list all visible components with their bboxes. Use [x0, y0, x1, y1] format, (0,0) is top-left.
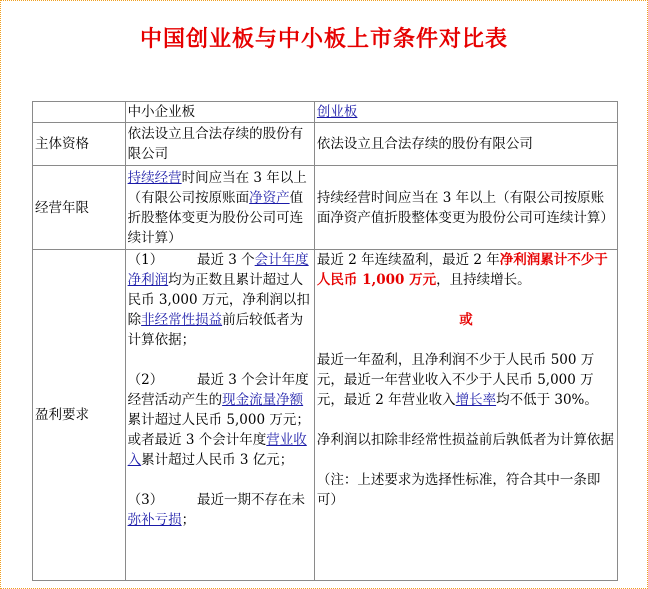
link-non-recurring-items[interactable]: 非经常性损益 — [141, 312, 223, 328]
spacer — [317, 410, 615, 430]
sme-years-text-2: 值折股整体变更为股份公司可连续计算） — [127, 189, 304, 246]
sme-profit-1-pre: （1） 最近 3 个 — [127, 252, 255, 268]
row-label-profit: 盈利要求 — [33, 250, 125, 580]
link-uncovered-losses[interactable]: 弥补亏损 — [127, 512, 182, 528]
cell-gem-profit — [315, 250, 617, 580]
sme-profit-3-pre: （3） 最近一期不存在未 — [127, 492, 305, 508]
link-continuous-operation[interactable]: 持续经营 — [127, 169, 182, 186]
table-row-profit — [33, 250, 617, 580]
gem-profit-2-pre: 最近一年盈利，且净利润不少于人民币 500 万元，最近一年营业收入不少于人民币 5,000 万元，最近 2 年营业收入 — [316, 352, 595, 408]
gem-profit-standard-2 — [317, 350, 615, 410]
table-row-entity — [33, 123, 617, 165]
comparison-table — [32, 101, 618, 581]
cell-sme-years — [126, 166, 314, 249]
sme-profit-1-mid: 均为正数且累计超过人民币 3,000 万元，净利润以扣除 — [127, 272, 310, 328]
gem-profit-basis: 净利润以扣除非经常性损益前后孰低者为计算依据 — [316, 432, 614, 448]
header-empty-cell — [33, 102, 125, 122]
gem-profit-note: （注：上述要求为选择性标准，符合其中一条即可） — [316, 472, 601, 508]
sme-profit-2-pre: （2） 最近 3 个会计年度经营活动产生的 — [127, 372, 309, 408]
gem-profit-1-highlight: 净利润累计不少于人民币 1,000 万元 — [316, 252, 608, 288]
gem-profit-1-pre: 最近 2 年连续盈利，最近 2 年 — [316, 252, 500, 268]
cell-gem-entity: 依法设立且合法存续的股份有限公司 — [315, 123, 617, 165]
gem-profit-standard-1 — [317, 250, 615, 290]
cell-gem-years: 持续经营时间应当在 3 年以上（有限公司按原账面净资产值折股整体变更为股份公司可连续计算） — [315, 166, 617, 249]
sme-profit-item-1 — [128, 250, 312, 350]
sme-profit-item-3 — [128, 490, 312, 530]
gem-profit-1-post: ，且持续增长。 — [436, 272, 531, 288]
sme-profit-2-mid: 累计超过人民币 5,000 万元；或者最近 3 个会计年度 — [127, 412, 310, 448]
cell-sme-entity: 依法设立且合法存续的股份有限公司 — [126, 123, 314, 165]
header-sme-board: 中小企业板 — [126, 102, 314, 122]
spacer — [317, 450, 615, 470]
spacer — [128, 470, 312, 490]
sme-profit-1-post: 前后较低者为计算依据； — [127, 312, 304, 348]
row-label-years: 经营年限 — [33, 166, 125, 249]
sme-profit-item-2 — [128, 370, 312, 470]
table-row-years — [33, 166, 617, 249]
spacer — [317, 290, 615, 310]
link-operating-revenue[interactable]: 营业收入 — [127, 432, 307, 468]
gem-board-link[interactable]: 创业板 — [316, 104, 358, 120]
table-header-row — [33, 102, 617, 122]
sme-profit-2-post: 累计超过人民币 3 亿元； — [141, 452, 294, 468]
link-annual-net-profit[interactable]: 会计年度净利润 — [127, 252, 309, 288]
or-separator: 或 — [459, 312, 473, 328]
page-title: 中国创业板与中小板上市条件对比表 — [139, 27, 508, 52]
spacer — [317, 330, 615, 350]
row-label-entity: 主体资格 — [33, 123, 125, 165]
gem-profit-2-post: 均不低于 30%。 — [496, 392, 598, 408]
header-gem-board — [315, 102, 617, 122]
link-net-cash-flow[interactable]: 现金流量净额 — [222, 392, 304, 408]
cell-sme-profit — [126, 250, 314, 580]
spacer — [128, 350, 312, 370]
link-growth-rate[interactable]: 增长率 — [455, 392, 497, 408]
link-net-assets[interactable]: 净资产 — [249, 189, 290, 206]
sme-profit-3-post: ； — [181, 512, 196, 528]
sme-years-text-1: 时间应当在 3 年以上（有限公司按原账面 — [127, 169, 307, 206]
